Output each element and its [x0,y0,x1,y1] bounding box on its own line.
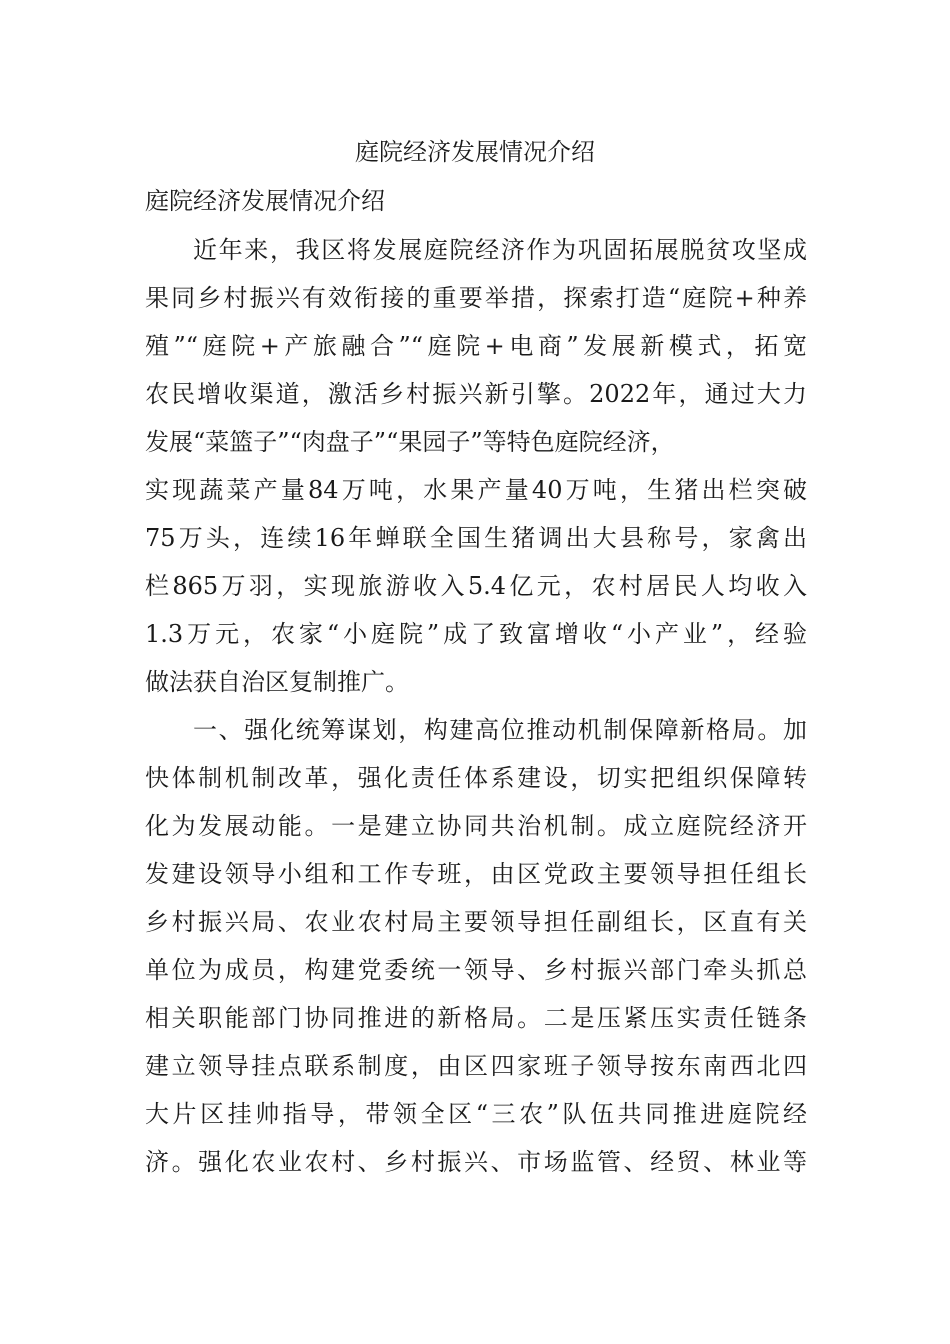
text-line: 1.3万元，农家“小庭院”成了致富增收“小产业”，经验 [145,620,807,648]
text-line: 栏865万羽，实现旅游收入5.4亿元，农村居民人均收入 [145,572,807,600]
paragraph-section-one [145,706,807,1186]
text-line: 近年来，我区将发展庭院经济作为巩固拓展脱贫攻坚成 [193,236,807,264]
text-line: 果同乡村振兴有效衔接的重要举措，探索打造“庭院+种养 [145,284,807,312]
text-line: 济。强化农业农村、乡村振兴、市场监管、经贸、林业等 [145,1148,807,1176]
text-line: 大片区挂帅指导，带领全区“三农”队伍共同推进庭院经 [145,1100,807,1128]
text-line: 单位为成员，构建党委统一领导、乡村振兴部门牵头抓总 [145,956,807,984]
document-body [145,226,807,1186]
text-line: 发展“菜篮子”“肉盘子”“果园子”等特色庭院经济， [145,428,675,456]
text-line: 快体制机制改革，强化责任体系建设，切实把组织保障转 [145,764,807,792]
text-line: 相关职能部门协同推进的新格局。二是压紧压实责任链条 [145,1004,807,1032]
text-line: 做法获自治区复制推广。 [145,668,409,696]
text-line: 农民增收渠道，激活乡村振兴新引擎。2022年，通过大力 [145,380,807,408]
text-line: 乡村振兴局、农业农村局主要领导担任副组长，区直有关 [145,908,807,936]
paragraph-intro [145,226,807,706]
text-line: 一、强化统筹谋划，构建高位推动机制保障新格局。加 [193,716,807,744]
text-line: 发建设领导小组和工作专班，由区党政主要领导担任组长 [145,860,807,888]
document-title: 庭院经济发展情况介绍 [355,138,595,166]
text-line: 实现蔬菜产量84万吨，水果产量40万吨，生猪出栏突破 [145,476,807,504]
document-subtitle: 庭院经济发展情况介绍 [145,187,385,215]
text-line: 建立领导挂点联系制度，由区四家班子领导按东南西北四 [145,1052,807,1080]
text-line: 75万头，连续16年蝉联全国生猪调出大县称号，家禽出 [145,524,807,552]
text-line: 殖”“庭院+产旅融合”“庭院+电商”发展新模式，拓宽 [145,332,807,360]
text-line: 化为发展动能。一是建立协同共治机制。成立庭院经济开 [145,812,807,840]
